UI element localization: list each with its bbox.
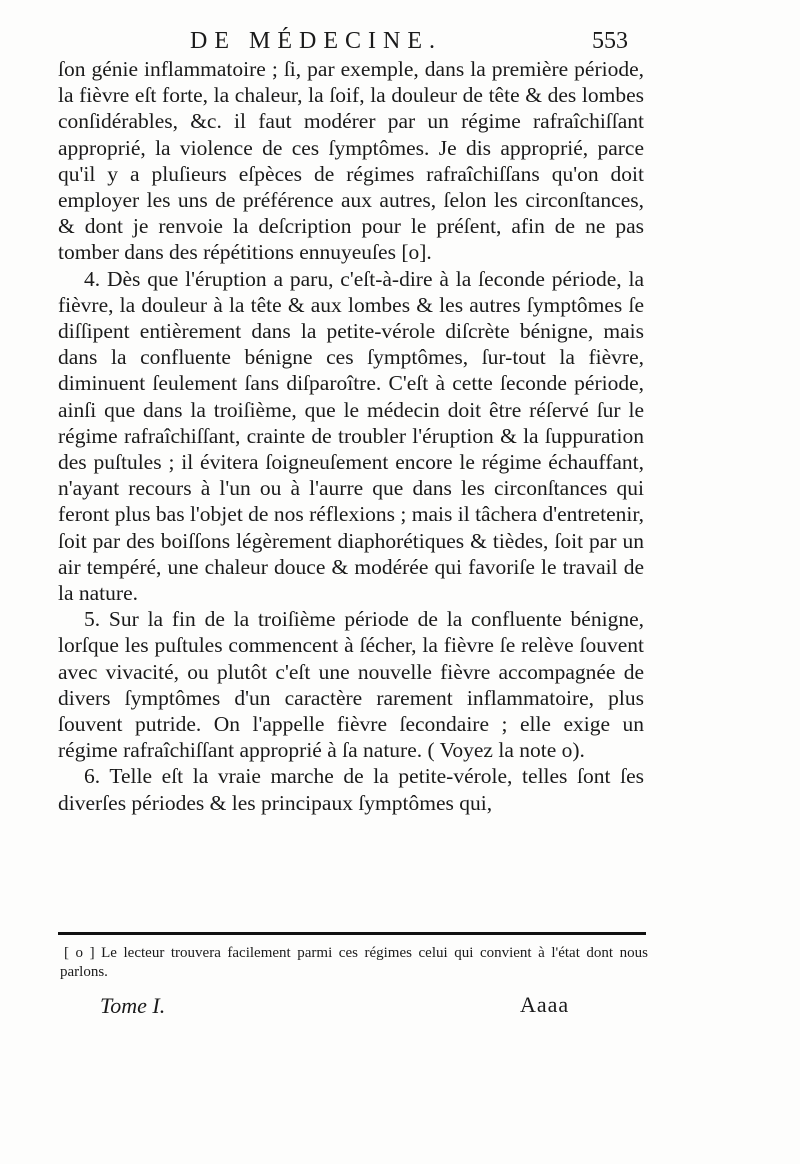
signature-mark: Aaaa [520,992,570,1017]
paragraph: 4. Dès que l'éruption a paru, c'eſt-à-dire à la ſeconde période, la fièvre, la douleur à la tête & aux lombes & les autres ſymptômes ſe diſſipent entièrement dans la petite-vérole diſcrète bénigne, mais dans la confluente bénigne ces ſymptômes, ſur-tout la fièvre, diminuent ſeulement ſans diſparoître. C'eſt à cette ſeconde période, ainſi que dans la troiſième, que le médecin doit être réſervé ſur le régime rafraîchiſſant, crainte de troubler l'éruption & la ſuppuration des puſtules ; il évitera ſoigneuſement encore le régime échauffant, n'ayant recours à l'un ou à l'aurre que dans les circonſtances qui feront plus bas l'objet de nos réflexions ; mais il tâchera d'entretenir, ſoit par des boiſſons légèrement diaphorétiques & tièdes, ſoit par un air tempéré, une chaleur douce & modérée qui favoriſe le travail de la nature. [58,266,645,606]
page-number: 553 [592,28,628,54]
paragraph: 6. Telle eſt la vraie marche de la petite-vérole, telles ſont ſes diverſes périodes & les principaux ſymptômes qui, [58,764,644,815]
footnote: [ o ] Le lecteur trouvera facilement parmi ces régimes celui qui convient à l'état dont nous parlons. [60,945,648,980]
paragraph: ſon génie inflammatoire ; ſi, par exemple, dans la première période, la fièvre eſt forte, la chaleur, la ſoif, la douleur de tête & des lombes conſidérables, &c. il faut modérer par un régime rafraîchiſſant approprié, la violence de ces ſymptômes. Je dis approprié, parce qu'il y a pluſieurs eſpèces de régimes rafraîchiſſans qu'on doit employer les uns de préférence aux autres, ſelon les circonſtances, & dont je renvoie la deſcription pour le préſent, afin de ne pas tomber dans des répétitions ennuyeuſes [o]. [58,57,644,265]
main-text [58,56,644,816]
page-header [0,28,800,58]
footnote-divider [58,932,646,935]
running-head: DE MÉDECINE. [190,28,442,54]
paragraph: 5. Sur la fin de la troiſième période de la confluente bénigne, lorſque les puſtules commencent à ſécher, la fièvre ſe relève ſouvent avec vivacité, ou plutôt c'eſt une nouvelle fièvre accompagnée de divers ſymptômes d'un caractère rarement inflammatoire, plus ſouvent putride. On l'appelle fièvre ſecondaire ; elle exige un régime rafraîchiſſant approprié à ſa nature. ( Voyez la note o). [58,607,644,763]
volume-label: Tome I. [100,993,166,1018]
